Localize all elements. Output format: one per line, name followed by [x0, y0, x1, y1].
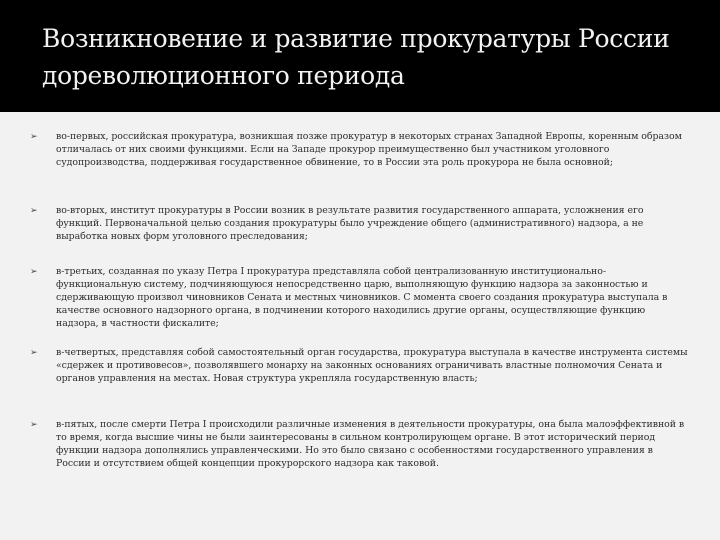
- slide-title: [42, 20, 718, 94]
- arrow-bullet-icon: ➢: [30, 267, 38, 277]
- slide-content: [0, 112, 720, 540]
- bullet-text-4: в-четвертых, представляя собой самостоятельный орган государства, прокуратура выступала в качестве инструмента системы «сдержек и противовесов», позволявшего монарху на законных основаниях ограничивать властные полномочия Сената и органов управления на местах. Новая структура укрепляла государственную власть;: [56, 347, 688, 384]
- bullet-item-1: [30, 130, 690, 169]
- bullet-text-3: в-третьих, созданная по указу Петра I прокуратура представляла собой централизованную институционально-функциональную систему, подчиняющуюся непосредственно царю, выполняющую функцию надзора за законностью и сдерживающую произвол чиновников Сената и местных чиновников. С момента своего создания прокуратура выступала в качестве основного надзорного органа, в подчинении которого находились другие органы, осуществляющие функцию надзора, в частности фискалите;: [56, 266, 668, 329]
- bullet-item-2: [30, 204, 690, 243]
- title-bar: [0, 0, 720, 112]
- bullet-item-5: [30, 418, 690, 470]
- bullet-text-2: во-вторых, институт прокуратуры в России возник в результате развития государственного аппарата, усложнения его функций. Первоначальной целью создания прокуратуры было учреждение общего (административного) надзора, а не выработка новых форм уголовного преследования;: [56, 205, 644, 242]
- bullet-item-3: [30, 265, 690, 330]
- arrow-bullet-icon: ➢: [30, 348, 38, 358]
- arrow-bullet-icon: ➢: [30, 206, 38, 216]
- bullet-item-4: [30, 346, 690, 385]
- arrow-bullet-icon: ➢: [30, 420, 38, 430]
- bullet-text-5: в-пятых, после смерти Петра I происходили различные изменения в деятельности прокуратуры, она была малоэффективной в то время, когда высшие чины не были заинтересованы в сильном контролирующем органе. В этот исторический период функции надзора дополнялись управленческими. Но это было связано с особенностями государственного управления в России и отсутствием общей концепции прокурорского надзора как таковой.: [56, 419, 685, 469]
- slide-title-line-2: дореволюционного периода: [42, 61, 405, 90]
- slide-title-line-1: Возникновение и развитие прокуратуры России: [42, 24, 670, 53]
- arrow-bullet-icon: ➢: [30, 132, 38, 142]
- bullet-text-1: во-первых, российская прокуратура, возникшая позже прокуратур в некоторых странах Западной Европы, коренным образом отличалась от них своими функциями. Если на Западе прокурор преимущественно был участником уголовного судопроизводства, поддерживая государственное обвинение, то в России эта роль прокурора не была основной;: [56, 131, 682, 168]
